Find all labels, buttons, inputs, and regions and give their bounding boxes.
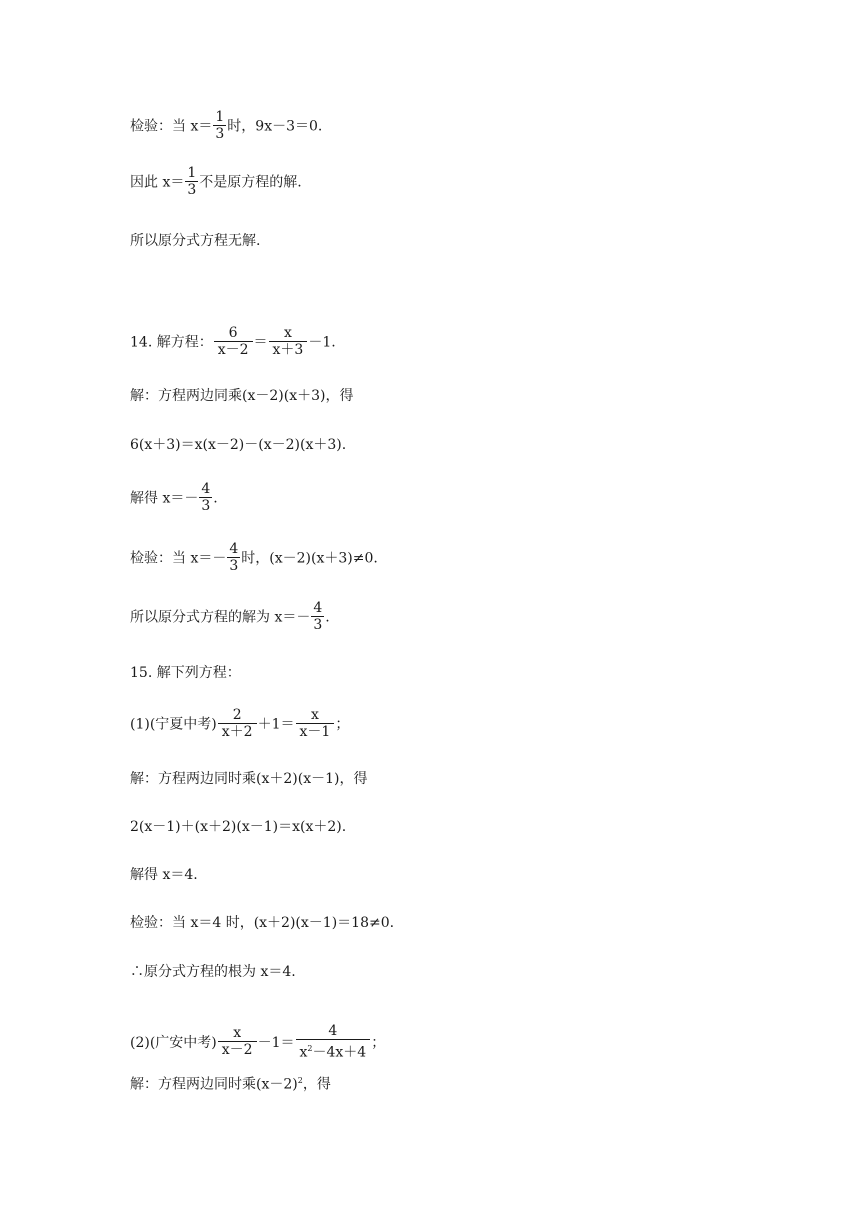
part-label: (2)(广安中考) [130,1034,217,1051]
exponent: 2 [307,1044,313,1053]
fraction-four-third [227,542,240,575]
text: ，得 [302,1076,331,1093]
check-line-1 [130,110,322,143]
fraction-four-third [199,482,212,515]
part-label: (1)(宁夏中考) [130,716,217,733]
text: 解：方程两边同时乘(x－2) [130,1076,298,1093]
solution-15-1-step-3: 解得 x＝4. [130,867,198,883]
fraction-four-third [311,601,324,634]
numerator: 1 [215,109,225,125]
denominator: 3 [215,126,225,142]
text: 因此 x＝ [130,174,185,191]
conclusion-no-solution: 所以原分式方程无解. [130,233,261,249]
question-14 [130,326,336,359]
denominator: x＋3 [269,341,308,359]
denominator: x－2 [218,1041,257,1059]
text: 不是原方程的解. [199,174,302,191]
equals: ＝ [253,334,268,351]
text: 解得 x＝－ [130,490,199,507]
solution-15-2-step-1 [130,1073,331,1093]
fraction-left [214,326,253,359]
text: －1＝ [257,1034,295,1051]
numerator: x [310,707,319,723]
check-line-2 [130,166,302,199]
solution-15-1-step-1: 解：方程两边同时乘(x＋2)(x－1)，得 [130,771,368,787]
den-var: x [299,1044,308,1061]
fraction-one-third [185,166,198,199]
denominator: 3 [187,182,197,198]
solution-14-step-3 [130,482,218,515]
exponent: 2 [297,1076,303,1085]
solution-15-1-step-5: ∴原分式方程的根为 x＝4. [130,964,296,980]
text: ＋1＝ [257,716,295,733]
solution-14-step-4 [130,542,378,575]
denominator: x－2 [214,341,253,359]
text: 所以原分式方程的解为 x＝－ [130,609,311,626]
solution-14-step-5 [130,601,330,634]
denominator: x－1 [296,723,335,741]
solution-15-1-step-2: 2(x－1)＋(x＋2)(x－1)＝x(x＋2). [130,819,347,835]
text: . [325,609,330,626]
fraction-left [218,708,257,741]
denominator: 3 [229,558,239,574]
fraction-right [296,1024,371,1062]
text: 时，(x－2)(x＋3)≠0. [241,550,378,567]
text: ； [335,716,350,733]
question-label: 14. 解方程： [130,334,213,351]
numerator: 4 [328,1023,338,1039]
numerator: 2 [232,707,242,723]
text: . [213,490,218,507]
solution-15-1-step-4: 检验：当 x＝4 时，(x＋2)(x－1)＝18≠0. [130,915,395,931]
numerator: x [283,325,292,341]
denominator [296,1039,371,1062]
question-15-part-1 [130,708,349,741]
fraction-left [218,1026,257,1059]
question-15: 15. 解下列方程： [130,665,241,681]
denominator: 3 [313,617,323,633]
text: ； [371,1034,386,1051]
solution-14-step-1: 解：方程两边同乘(x－2)(x＋3)，得 [130,388,354,404]
numerator: 6 [228,325,238,341]
fraction-one-third [213,110,226,143]
numerator: 1 [187,165,197,181]
numerator: x [233,1025,242,1042]
denominator: 3 [201,498,211,514]
numerator: 4 [201,481,211,497]
text: 检验：当 x＝－ [130,550,227,567]
den-rest: －4x＋4 [312,1044,367,1061]
numerator: 4 [229,541,239,557]
text: 时，9x－3＝0. [227,118,323,135]
text: 检验：当 x＝ [130,118,213,135]
numerator: 4 [313,600,323,616]
fraction-right [269,326,308,359]
question-15-part-2 [130,1024,385,1062]
denominator: x＋2 [218,723,257,741]
solution-14-step-2: 6(x＋3)＝x(x－2)－(x－2)(x＋3). [130,437,347,453]
fraction-right [296,708,335,741]
text: －1. [308,334,336,351]
